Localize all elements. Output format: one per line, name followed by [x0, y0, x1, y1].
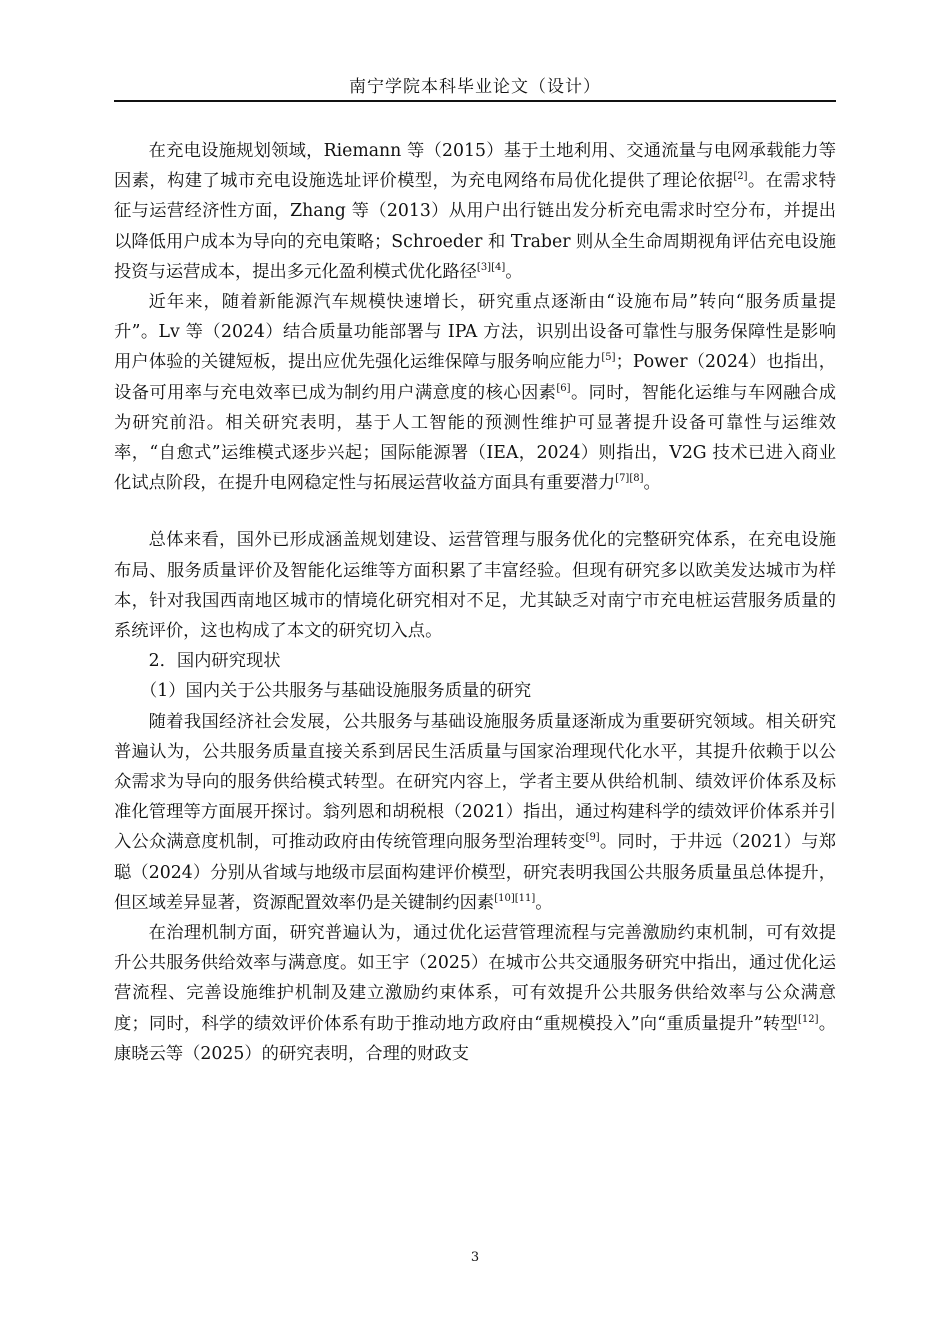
citation: [6] [556, 382, 571, 394]
paragraph-text: 在充电设施规划领域，Riemann 等（2015）基于土地利用、交通流量与电网承载能力等因素，构建了城市充电设施选址评价模型，为充电网络布局优化提供了理论依据 [114, 141, 836, 192]
paragraph-text: 随着我国经济社会发展，公共服务与基础设施服务质量逐渐成为重要研究领域。相关研究普遍认为，公共服务质量直接关系到居民生活质量与国家治理现代化水平，其提升依赖于以公众需求为导向的服务供给模式转型。在研究内容上，学者主要从供给机制、绩效评价体系及标准化管理等方面展开探讨。翁列恩和胡税根（2021）指出，通过构建科学的绩效评价体系并引入公众满意度机制，可推动政府由传统管理向服务型治理转变 [114, 711, 836, 853]
citation: [9] [585, 832, 600, 844]
paragraph-text: 。康晓云等（2025）的研究表明，合理的财政支 [114, 1013, 836, 1064]
paragraph-text: 。同时，于井远（2021）与郑聪（2024）分别从省域与地级市层面构建评价模型，研究表明我国公共服务质量虽总体提升，但区域差异显著，资源配置效率仍是关键制约因素 [114, 832, 836, 913]
paragraph-text: 。同时，智能化运维与车网融合成为研究前沿。相关研究表明，基于人工智能的预测性维护可显著提升设备可靠性与运维效率，“自愈式”运维模式逐步兴起；国际能源署（IEA，2024）则指出，V2G 技术已进入商业化试点阶段，在提升电网稳定性与拓展运营收益方面具有重要潜力 [114, 382, 836, 494]
paragraph [114, 287, 836, 498]
paragraph-text: 近年来，随着新能源汽车规模快速增长，研究重点逐渐由“设施布局”转向“服务质量提升”。Lv 等（2024）结合质量功能部署与 IPA 方法，识别出设备可靠性与服务保障性是影响用户体验的关键短板，提出应优先强化运维保障与服务响应能力 [114, 292, 836, 373]
paragraph: 总体来看，国外已形成涵盖规划建设、运营管理与服务优化的完整研究体系，在充电设施布局、服务质量评价及智能化运维等方面积累了丰富经验。但现有研究多以欧美发达城市为样本，针对我国西南地区城市的情境化研究相对不足，尤其缺乏对南宁市充电桩运营服务质量的系统评价，这也构成了本文的研究切入点。 [114, 530, 836, 642]
paragraph-spacer [114, 498, 836, 525]
paragraph-text: 在治理机制方面，研究普遍认为，通过优化运营管理流程与完善激励约束机制，可有效提升公共服务供给效率与满意度。如王宇（2025）在城市公共交通服务研究中指出，通过优化运营流程、完善设施维护机制及建立激励约束体系，可有效提升公共服务供给效率与公众满意度；同时，科学的绩效评价体系有助于推动地方政府由“重规模投入”向“重质量提升”转型 [114, 923, 836, 1034]
page-number: 3 [470, 1250, 480, 1265]
paragraph-text: 。 [535, 892, 553, 913]
paragraph [114, 918, 836, 1069]
paragraph-text: 。 [643, 473, 661, 494]
paragraph-text: 。 [505, 261, 523, 282]
running-header: 南宁学院本科毕业论文（设计） [349, 77, 601, 97]
citation: [10][11] [494, 893, 536, 905]
section-heading: 2．国内研究现状 [148, 651, 281, 672]
body-text [114, 136, 836, 1069]
subsection-heading: （1）国内关于公共服务与基础设施服务质量的研究 [139, 681, 532, 702]
citation: [12] [797, 1013, 819, 1025]
citation: [7][8] [615, 473, 644, 485]
citation: [3][4] [476, 262, 506, 274]
paragraph-text: ；Power（2024）也指出，设备可用率与充电效率已成为制约用户满意度的核心因素 [114, 352, 836, 403]
citation: [2] [733, 171, 748, 183]
paragraph [114, 136, 836, 287]
paragraph [114, 707, 836, 918]
paragraph-text: 。在需求特征与运营经济性方面，Zhang 等（2013）从用户出行链出发分析充电需求时空分布，并提出以降低用户成本为导向的充电策略；Schroeder 和 Traber 则从全生命周期视角评估充电设施投资与运营成本，提出多元化盈利模式优化路径 [114, 171, 836, 282]
header-rule [114, 100, 836, 102]
citation: [5] [601, 352, 616, 364]
